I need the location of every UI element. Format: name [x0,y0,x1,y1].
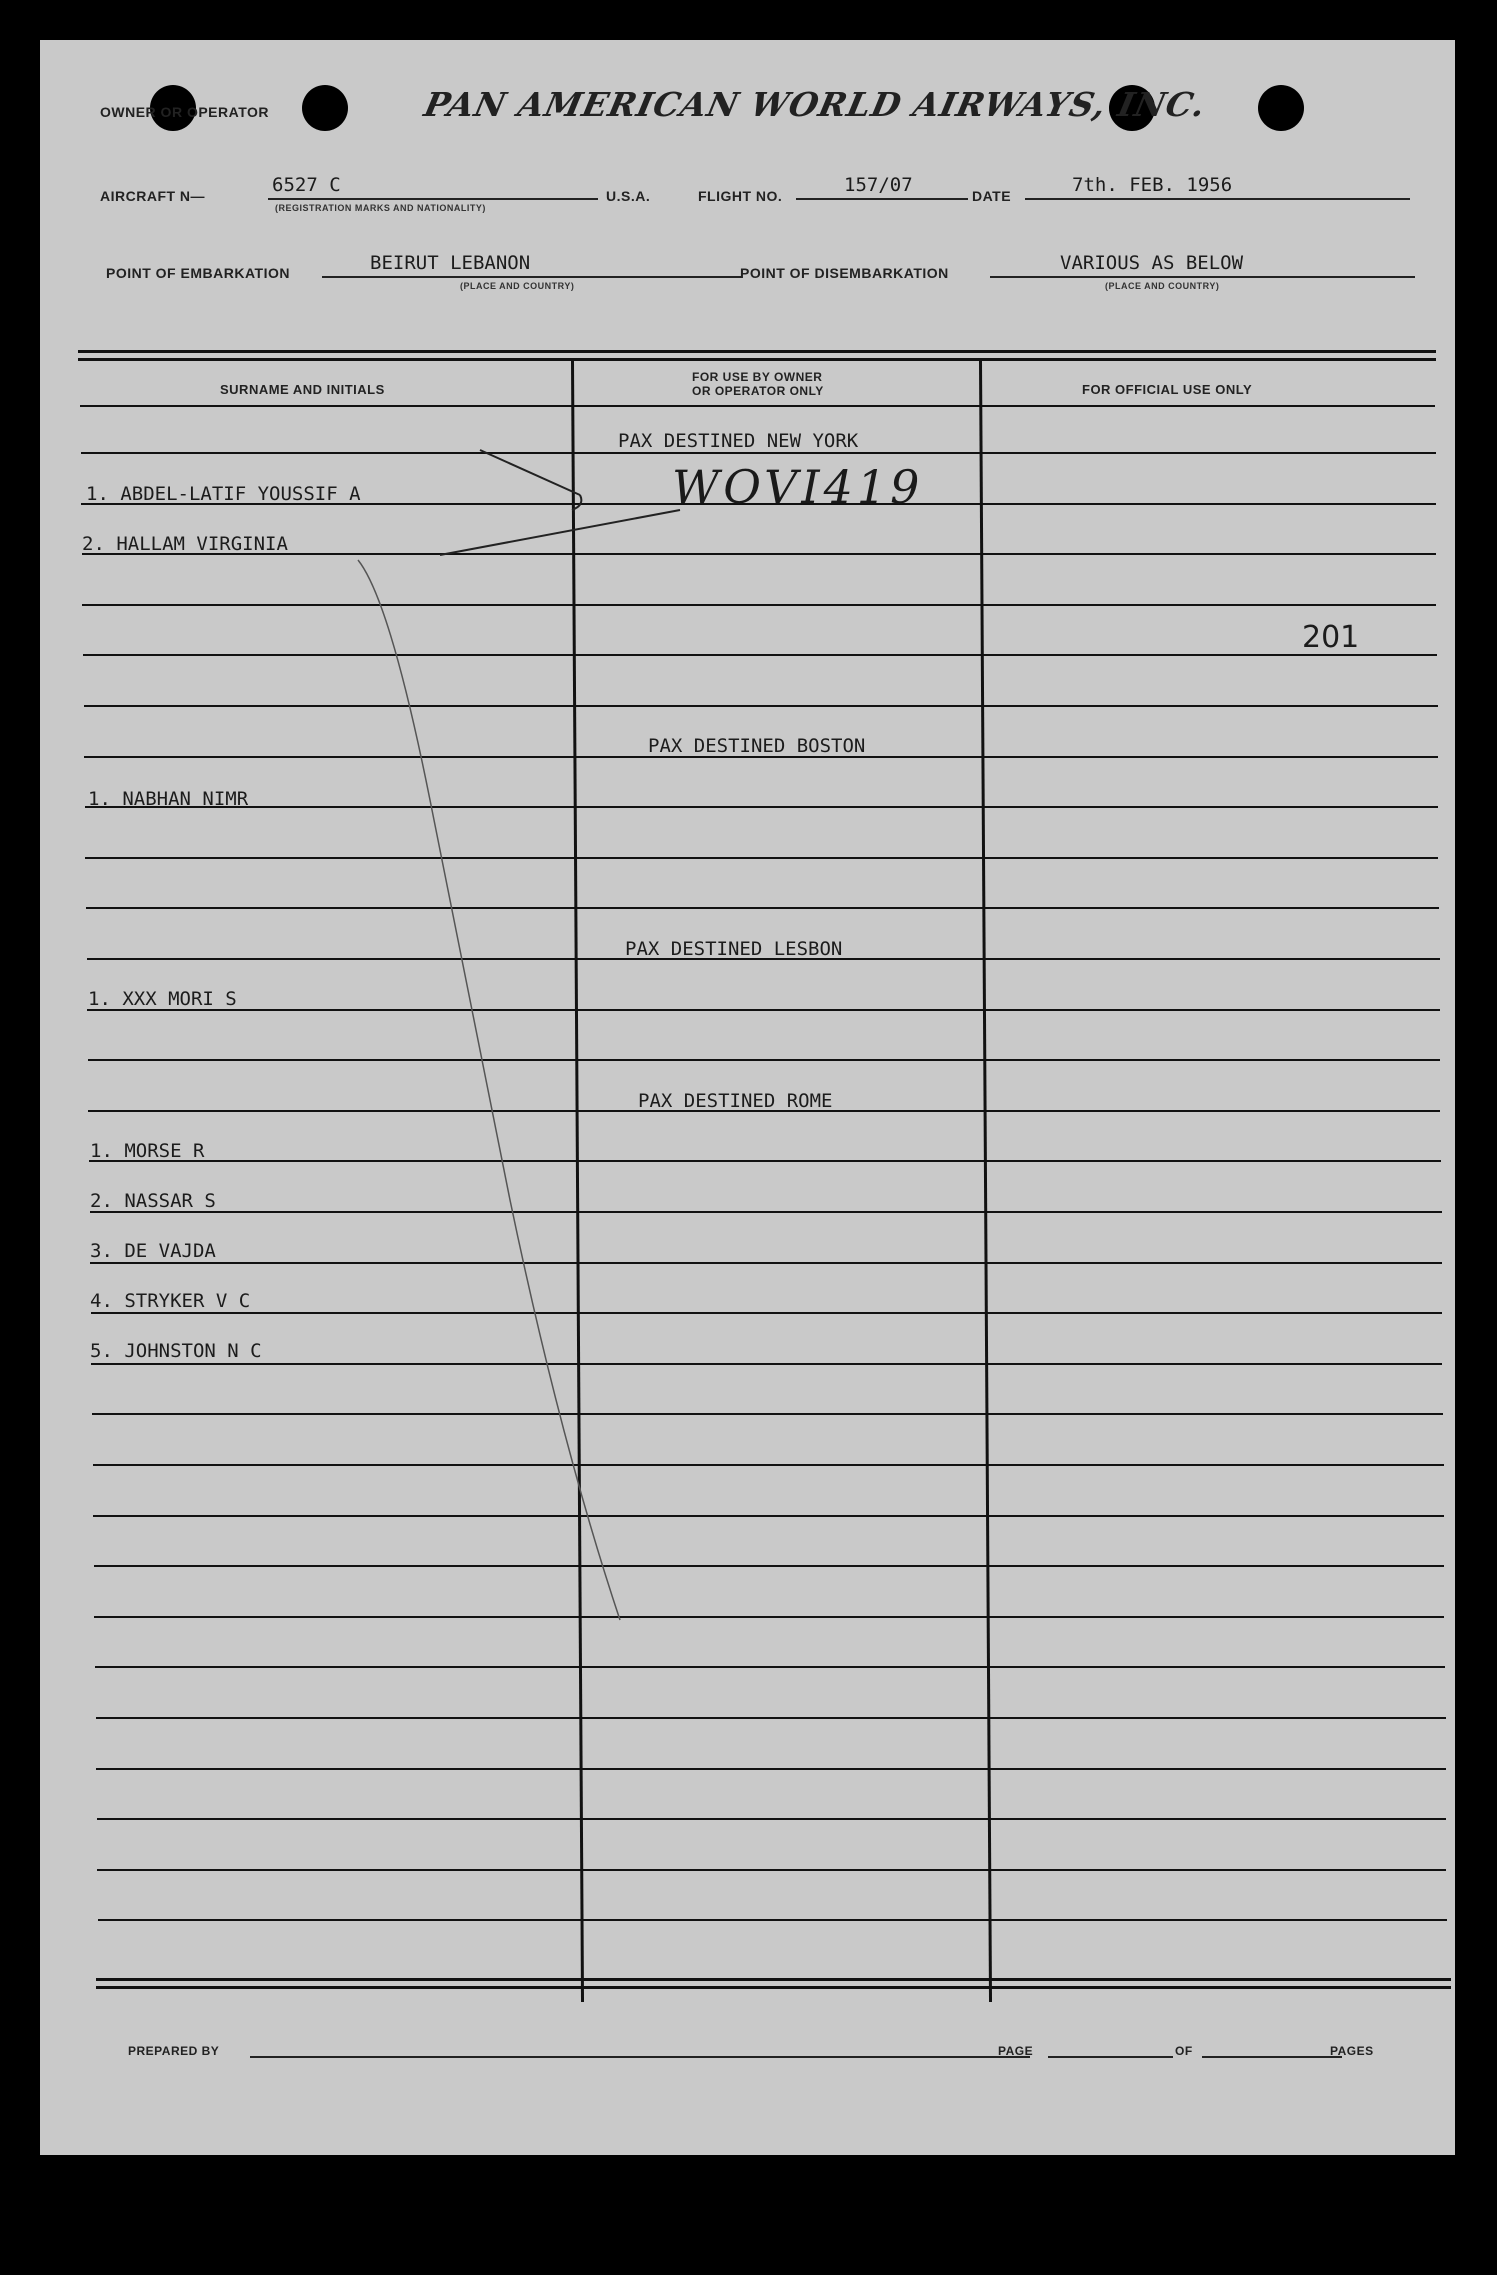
page-underline [1048,2056,1173,2058]
company-name: PAN AMERICAN WORLD AIRWAYS, INC. [420,85,1210,124]
surname-column-header: SURNAME AND INITIALS [220,382,385,397]
official-column-header: FOR OFFICIAL USE ONLY [1082,382,1253,397]
of-underline [1202,2056,1342,2058]
passenger-name: 2. HALLAM VIRGINIA [82,533,288,555]
flight-number-value: 157/07 [844,174,913,196]
embarkation-caption: (PLACE AND COUNTRY) [460,281,575,291]
destination-heading: PAX DESTINED NEW YORK [618,430,859,452]
destination-heading: PAX DESTINED ROME [638,1090,833,1112]
usa-label: U.S.A. [606,188,651,204]
passenger-name: 1. MORSE R [90,1140,205,1162]
page-label: PAGE [998,2044,1034,2058]
passenger-name: 3. DE VAJDA [90,1240,216,1262]
date-value: 7th. FEB. 1956 [1072,174,1233,196]
passenger-name: 2. NASSAR S [90,1190,216,1212]
pages-label: PAGES [1330,2044,1374,2058]
prepared-by-underline [250,2056,1030,2058]
flight-number-label: FLIGHT NO. [698,188,783,204]
disembarkation-label: POINT OF DISEMBARKATION [740,265,949,281]
embarkation-label: POINT OF EMBARKATION [106,265,290,281]
passenger-name: 1. ABDEL-LATIF YOUSSIF A [86,483,361,505]
table-bottom-rule [96,1978,1451,1981]
passenger-name: 1. NABHAN NIMR [88,788,249,810]
owner-column-header-line2: OR OPERATOR ONLY [692,384,824,398]
table-bottom-rule [96,1986,1451,1989]
disembarkation-caption: (PLACE AND COUNTRY) [1105,281,1220,291]
destination-heading: PAX DESTINED LESBON [625,938,843,960]
date-label: DATE [972,188,1012,204]
aircraft-value: 6527 C [272,174,341,196]
passenger-name: 5. JOHNSTON N C [90,1340,262,1362]
destination-heading: PAX DESTINED BOSTON [648,735,866,757]
passenger-name: 4. STRYKER V C [90,1290,251,1312]
handwritten-note: WOVI419 [672,460,924,514]
disembarkation-value: VARIOUS AS BELOW [1060,252,1244,274]
official-number: 201 [1302,620,1360,655]
of-label: OF [1175,2044,1193,2058]
prepared-by-label: PREPARED BY [128,2044,220,2058]
registration-caption: (REGISTRATION MARKS AND NATIONALITY) [275,203,486,213]
embarkation-value: BEIRUT LEBANON [370,252,531,274]
passenger-name: 1. XXX MORI S [88,988,237,1010]
owner-operator-label: OWNER OR OPERATOR [100,104,269,120]
aircraft-label: AIRCRAFT N— [100,188,206,204]
owner-column-header-line1: FOR USE BY OWNER [692,370,823,384]
manifest-sheet [40,40,1455,2155]
